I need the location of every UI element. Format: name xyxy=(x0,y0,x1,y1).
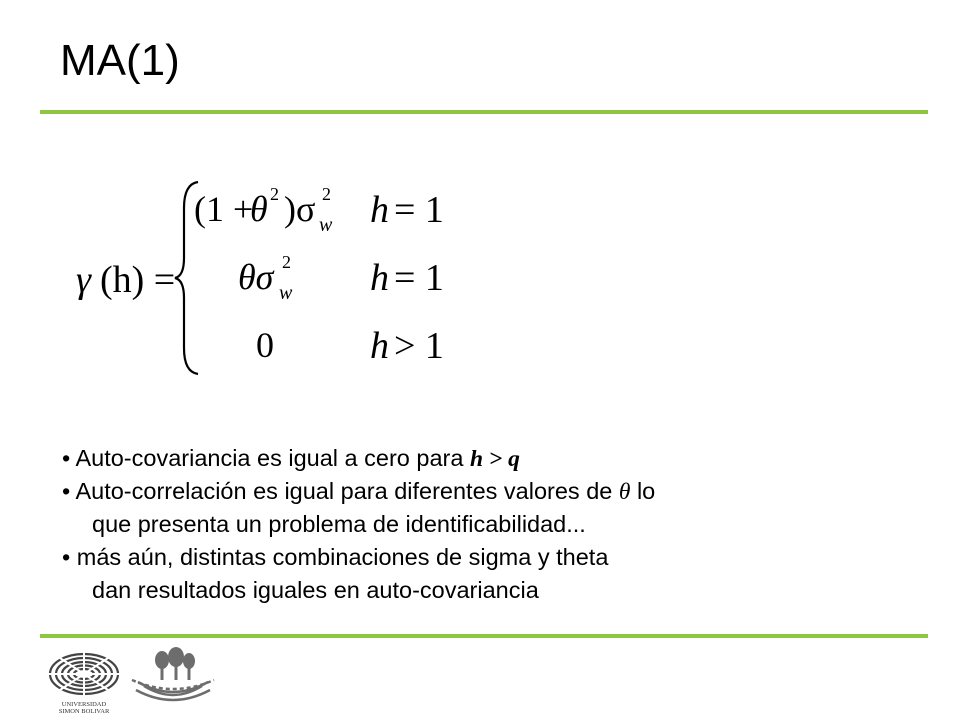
university-logo-icon xyxy=(46,650,122,696)
bullet-3: • más aún, distintas combinaciones de sigma y theta xyxy=(62,544,609,570)
bullet-2: • Auto-correlación es igual para diferentes valores de θ lo xyxy=(62,478,656,505)
case2-sup2: 2 xyxy=(282,252,291,272)
formula-lhs: (h) = xyxy=(100,259,176,301)
logo-caption-2: SIMON BOLIVAR xyxy=(58,708,110,715)
bullet-2-continuation: que presenta un problema de identificabilidad... xyxy=(92,511,586,537)
case1-value-b: )σ xyxy=(284,189,316,229)
bullet-3-continuation: dan resultados iguales en auto-covariancia xyxy=(92,577,539,603)
case1-value-a: (1 + xyxy=(194,189,254,229)
case3-cond-rel: > 1 xyxy=(394,325,444,367)
case1-cond-h: h xyxy=(370,189,389,231)
bullet-1-math: h > q xyxy=(469,446,520,472)
footer-divider xyxy=(40,634,928,638)
case1-sub: w xyxy=(319,214,333,236)
bullet-2-theta: θ xyxy=(618,479,631,505)
slide-title: MA(1) xyxy=(60,36,180,85)
case3-cond-h: h xyxy=(370,325,389,367)
case2-sub: w xyxy=(279,282,293,304)
bullet-list xyxy=(62,442,942,607)
case1-sup2: 2 xyxy=(322,184,331,204)
case1-cond-rel: = 1 xyxy=(394,189,444,231)
case2-cond-h: h xyxy=(370,257,389,299)
case1-sup: 2 xyxy=(270,184,279,204)
case1-theta: θ xyxy=(250,189,268,229)
case3-value: 0 xyxy=(256,325,274,365)
formula-gamma: γ xyxy=(76,259,91,301)
logo-caption-1: UNIVERSIDAD xyxy=(61,701,107,708)
case2-value: θσ xyxy=(238,257,274,297)
case2-cond-rel: = 1 xyxy=(394,257,444,299)
trees-emblem xyxy=(128,644,218,708)
trees-emblem-icon xyxy=(128,644,218,708)
university-logo xyxy=(46,650,122,715)
bullet-1: • Auto-covariancia es igual a cero para h > q xyxy=(62,445,520,472)
